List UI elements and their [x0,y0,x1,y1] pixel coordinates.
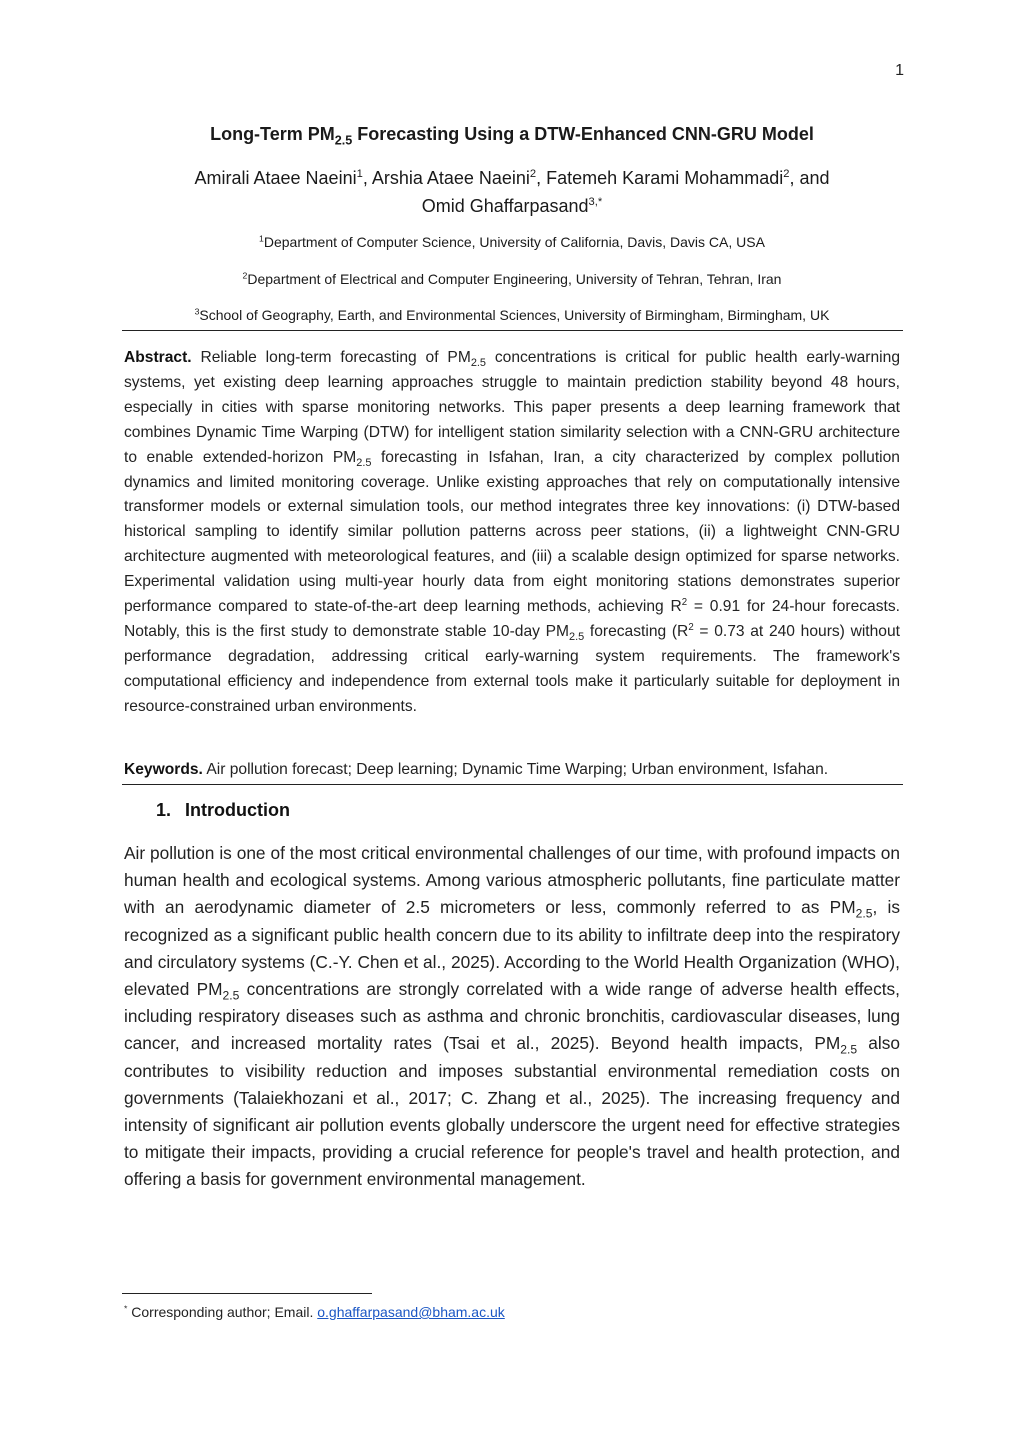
body-text: Air pollution is one of the most critical environmental challenges of our time, with profound impacts on human health and ecological systems. Among various atmospheric pollutants, fine particulate matter with an aerodynamic diameter of 2.5 micrometers or less, commonly referred to as PM [124,843,900,918]
abstract-text: forecasting (R [584,622,689,640]
abstract-divider [122,784,903,785]
abstract-subscript: 2.5 [569,631,585,644]
page-number: 1 [895,62,904,79]
affiliation-3 [120,307,904,323]
abstract-subscript: 2.5 [356,456,372,469]
abstract-text: forecasting in Isfahan, Iran, a city characterized by complex pollution dynamics and limited monitoring coverage. Unlike existing approaches that rely on computationally intensive transformer models or external simulation tools, our method integrates three key innovations: (i) DTW-based historical sampling to identify similar pollution patterns across peer stations, (ii) a lightweight CNN-GRU architecture augmented with meteorological features, and (iii) a scalable design optimized for sparse networks. Experimental validation using multi-year hourly data from eight monitoring stations demonstrates superior performance compared to state-of-the-art deep learning methods, achieving R [124,448,900,616]
header-divider [122,330,903,331]
author-name: Omid Ghaffarpasand [421,196,589,216]
body-text: , is recognized as a significant public health concern due to its ability to infiltrate deep into the respiratory and circulatory systems (C.-Y. Chen et al., 2025). According to the World Health Organization (WHO), elevated PM [124,897,900,1000]
author-affil-mark: 2 [783,168,790,180]
abstract-text: concentrations is critical for public health early-warning systems, yet existing deep learning approaches struggle to maintain prediction stability beyond 48 hours, especially in cities with sparse monitoring networks. This paper presents a deep learning framework that combines Dynamic Time Warping (DTW) for intelligent station similarity selection with a CNN-GRU architecture to enable extended-horizon PM [124,349,900,466]
affiliation-text: Department of Electrical and Computer Engineering, University of Tehran, Tehran, Iran [247,271,782,287]
author-list [150,164,874,220]
abstract [124,346,900,720]
footnote [124,1304,505,1320]
affiliation-mark: 1 [259,233,264,244]
title-subscript: 2.5 [334,133,353,148]
affiliation-mark: 2 [242,270,248,281]
author-affil-mark: 3,* [588,196,603,208]
affiliation-text: Department of Computer Science, University of California, Davis, Davis CA, USA [263,234,765,250]
abstract-subscript: 2.5 [470,357,486,370]
affiliation-2 [120,271,904,287]
footnote-text: Corresponding author; Email. [127,1304,318,1320]
abstract-text: = 0.73 at 240 hours) without performance degradation, addressing critical early-warning system requirements. The framework's computational efficiency and independence from external tools make it particularly suitable for deployment in resource-constrained urban environments. [124,622,900,715]
author-sep: , and [789,168,830,188]
author-affil-mark: 1 [356,168,363,180]
email-link[interactable]: o.ghaffarpasand@bham.ac.uk [317,1304,505,1320]
author-affil-mark: 2 [529,168,537,180]
affiliation-1 [120,234,904,250]
keywords [124,759,904,781]
footnote-divider [122,1293,372,1294]
affiliation-mark: 3 [194,306,200,317]
keywords-text: Air pollution forecast; Deep learning; Dynamic Time Warping; Urban environment, Isfahan. [202,761,829,778]
footnote-mark: * [124,1303,128,1314]
body-subscript: 2.5 [222,988,240,1003]
affiliation-text: School of Geography, Earth, and Environmental Sciences, University of Birmingham, Birmingham, UK [199,307,830,323]
body-subscript: 2.5 [840,1042,858,1057]
section-number: 1. [156,800,172,820]
abstract-superscript: 2 [681,596,688,608]
section-heading [156,800,304,821]
abstract-superscript: 2 [688,621,694,633]
abstract-label: Abstract. [124,349,192,366]
author-name: , Arshia Ataee Naeini [362,168,530,188]
body-text: concentrations are strongly correlated with a wide range of adverse health effects, including respiratory diseases such as asthma and chronic bronchitis, cardiovascular diseases, lung cancer, and increased mortality rates (Tsai et al., 2025). Beyond health impacts, PM [124,979,900,1054]
abstract-text: Reliable long-term forecasting of PM [191,349,471,366]
author-name: Amirali Ataee Naeini [194,168,357,188]
introduction-paragraph [124,840,900,1194]
title-part: Forecasting Using a DTW-Enhanced CNN-GRU Model [352,124,814,144]
abstract-text: = 0.91 for 24-hour forecasts. Notably, this is the first study to demonstrate stable 10-day PM [124,598,900,640]
author-name: , Fatemeh Karami Mohammadi [536,168,784,188]
section-title: Introduction [185,800,290,820]
body-text: also contributes to visibility reduction and imposes substantial environmental remediation costs on governments (Talaiekhozani et al., 2017; C. Zhang et al., 2025). The increasing frequency and intensity of significant air pollution events globally underscore the urgent need for effective strategies to mitigate their impacts, providing a crucial reference for people's travel and health protection, and offering a basis for government environmental management. [124,1033,900,1190]
title-part: Long-Term PM [210,124,335,144]
body-subscript: 2.5 [855,906,873,921]
keywords-label: Keywords. [124,761,203,778]
paper-title [120,124,904,148]
